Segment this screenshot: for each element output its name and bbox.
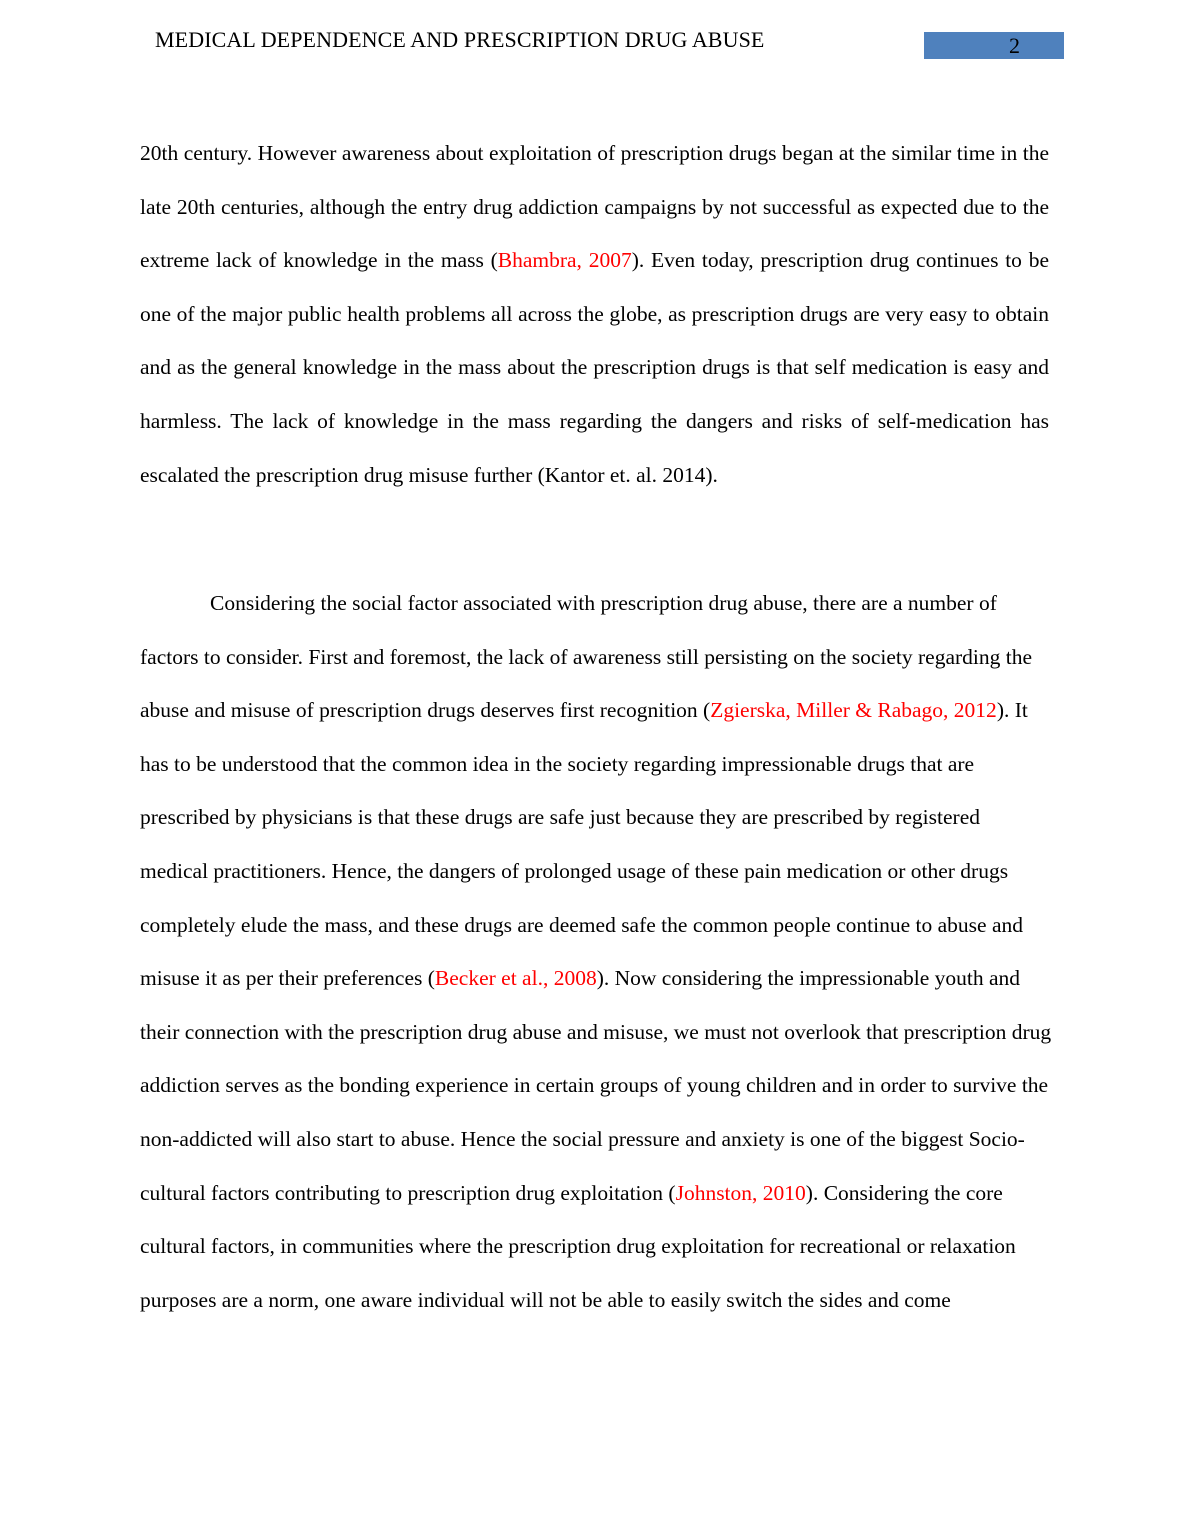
citation-johnston: Johnston, 2010 [675, 1180, 806, 1205]
paragraph-2 [140, 577, 1052, 1327]
paragraph-2-text-3: ). Now considering the impressionable youth and their connection with the prescription drug abuse and misuse, we must not overlook that prescription drug addiction serves as the bonding experience in certain groups of young children and in order to survive the non-addicted will also start to abuse. Hence the social pressure and anxiety is one of the biggest Socio-cultural factors contributing to prescription drug exploitation ( [140, 966, 1052, 1205]
paragraph-1-text-1: 20th century. However awareness about exploitation of prescription drugs began at the similar time in the late 20th centuries, although the entry drug addiction campaigns by not successful as expected due to the extreme lack of knowledge in the mass ( [140, 141, 1049, 273]
citation-zgierska: Zgierska, Miller & Rabago, 2012 [710, 698, 997, 723]
paragraph-2-text-1: Considering the social factor associated with prescription drug abuse, there are a number of factors to consider. First and foremost, the lack of awareness still persisting on the society regarding the abuse and misuse of prescription drugs deserves first recognition ( [140, 591, 1033, 723]
paragraph-1-text-2: ). Even today, prescription drug continues to be one of the major public health problems all across the globe, as prescription drugs are very easy to obtain and as the general knowledge in the mass about the prescription drugs is that self medication is easy and harmless. The lack of knowledge in the mass regarding the dangers and risks of self-medication has escalated the prescription drug misuse further (Kantor et. al. 2014). [140, 248, 1049, 487]
running-head-title: MEDICAL DEPENDENCE AND PRESCRIPTION DRUG ABUSE [155, 27, 765, 52]
page-number-box [924, 32, 1064, 59]
citation-bhambra: Bhambra, 2007 [497, 248, 632, 273]
paragraph-1 [140, 127, 1049, 502]
paragraph-2-text-4: ). Considering the core cultural factors, in communities where the prescription drug exploitation for recreational or relaxation purposes are a norm, one aware individual will not be able to easily switch the sides and come [140, 1180, 1016, 1312]
citation-becker: Becker et al., 2008 [434, 966, 597, 991]
page-number: 2 [1009, 33, 1020, 58]
paragraph-2-text-2: ). It has to be understood that the common idea in the society regarding impressionable drugs that are prescribed by physicians is that these drugs are safe just because they are prescribed by registered medical practitioners. Hence, the dangers of prolonged usage of these pain medication or other drugs completely elude the mass, and these drugs are deemed safe the common people continue to abuse and misuse it as per their preferences ( [140, 698, 1028, 991]
